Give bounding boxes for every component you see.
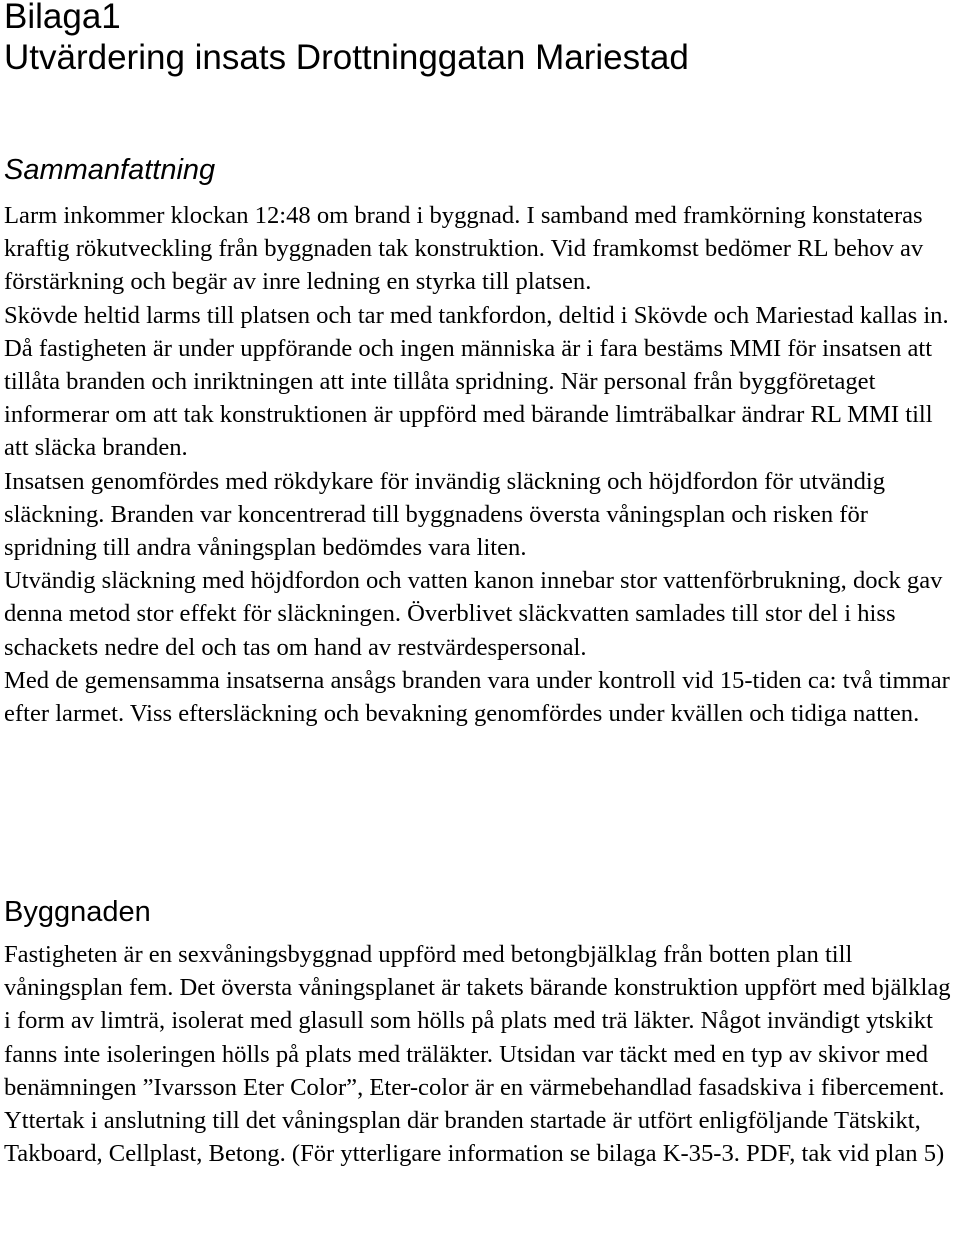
building-body (4, 938, 956, 1170)
title-line-annex: Bilaga1 (4, 0, 121, 36)
document-title (4, 0, 956, 78)
title-line-main: Utvärdering insats Drottninggatan Mariestad (4, 38, 689, 77)
summary-paragraph-external-extinguishing: Utvändig släckning med höjdfordon och vatten kanon innebar stor vattenförbrukning, dock gav denna metod stor effekt för släckningen. Överblivet släckvatten samlades till stor del i hiss schackets nedre del och tas om hand av restvärdespersonal. (4, 567, 943, 661)
summary-body (4, 199, 956, 730)
building-paragraph: Fastigheten är en sexvåningsbyggnad uppförd med betongbjälklag från botten plan till våningsplan fem. Det översta våningsplanet är takets bärande konstruktion uppfört med bjälklag i form av limträ, isolerat med glasull som hölls på plats med trä läkter. Något invändigt ytskikt fanns inte isoleringen hölls på plats med träläkter. Utsidan var täckt med en typ av skivor med benämningen ”Ivarsson Eter Color”, Eter-color är en värmebehandlad fasadskiva i fibercement. Yttertak i anslutning till det våningsplan där branden startade är utfört enligföljande Tätskikt, Takboard, Cellplast, Betong. (För ytterligare information se bilaga K-35-3. PDF, tak vid plan 5) (4, 941, 951, 1168)
document-page (4, 0, 956, 1168)
summary-paragraph-alarm: Larm inkommer klockan 12:48 om brand i byggnad. I samband med framkörning konstateras kraftig rökutveckling från byggnaden tak konstruktion. Vid framkomst bedömer RL behov av förstärkning och begär av inre ledning en styrka till platsen. (4, 202, 924, 296)
summary-paragraph-control: Med de gemensamma insatserna ansågs branden vara under kontroll vid 15-tiden ca: två timmar efter larmet. Viss eftersläckning och bevakning genomfördes under kvällen och tidiga natten. (4, 666, 950, 728)
summary-heading: Sammanfattning (4, 154, 216, 186)
summary-paragraph-units: Skövde heltid larms till platsen och tar med tankfordon, deltid i Skövde och Mariestad kallas in. (4, 301, 949, 329)
building-heading: Byggnaden (4, 896, 151, 928)
summary-paragraph-operation: Insatsen genomfördes med rökdykare för invändig släckning och höjdfordon för utvändig släckning. Branden var koncentrerad till byggnadens översta våningsplan och risken för spridning till andra våningsplan bedömdes vara liten. (4, 467, 886, 562)
summary-paragraph-objective: Då fastigheten är under uppförande och ingen människa är i fara bestäms MMI för insatsen att tillåta branden och inriktningen att inte tillåta spridning. När personal från byggföretaget informerar om att tak konstruktionen är uppförd med bärande limträbalkar ändrar RL MMI till att släcka branden. (4, 334, 933, 462)
